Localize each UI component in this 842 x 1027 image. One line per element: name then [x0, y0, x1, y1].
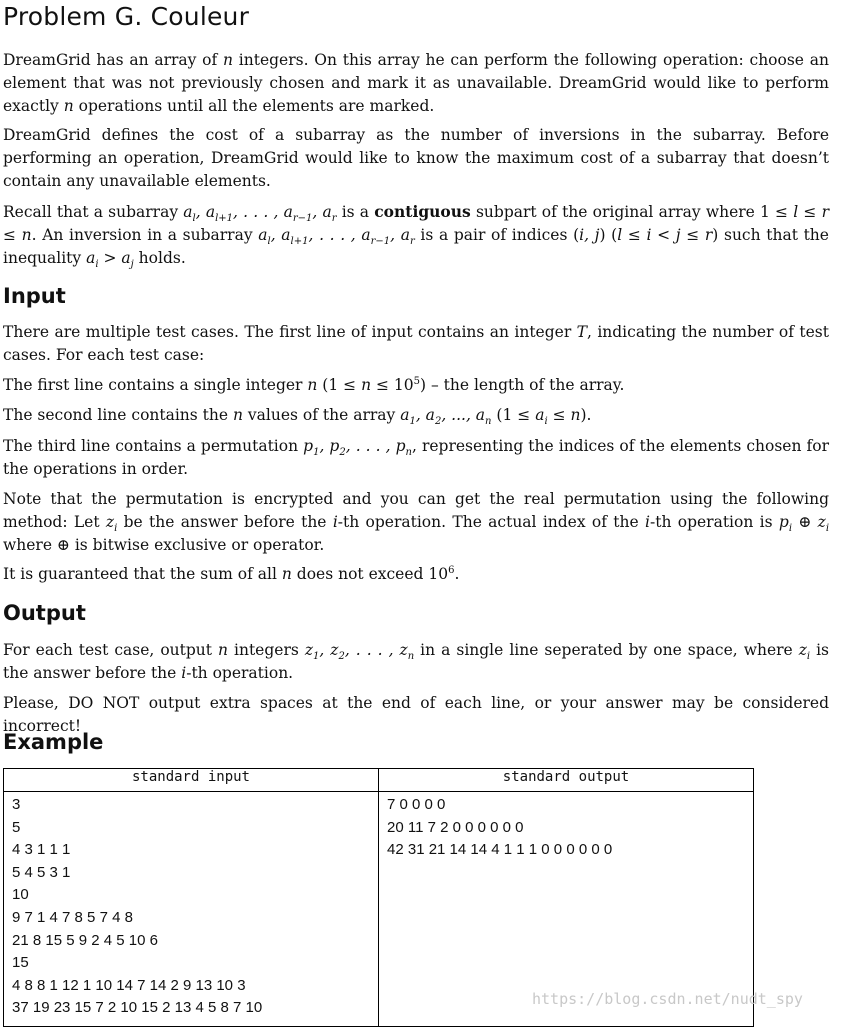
input-line: 5 — [12, 818, 21, 836]
input-line: 4 3 1 1 1 — [12, 841, 71, 859]
input-paragraph-1: There are multiple test cases. The first line of input contains an integer T, indicating the number of test cases. For each test case: — [3, 323, 829, 364]
statement-paragraph-3: Recall that a subarray $a_l$, $a_{l+1}$, . . . , $a_{r-1}$, $a_r$ is a contiguous subpart of the original array where 1 ≤ l ≤ r ≤ n. An inversion in a subarray $a_l$, $a_{l+1}$, . . . , $a_{r-1}$, $a_r$ is a pair of indices (i, j) (l ≤ i < j ≤ r) such that the inequality $a_i > a_j$ holds. — [3, 202, 829, 271]
example-table — [3, 768, 754, 1027]
input-paragraph-2: The first line contains a single integer n $(1 \le n \le 10^5)$ – the length of the array. — [3, 375, 625, 394]
input-line: 10 — [12, 886, 29, 904]
statement-paragraph-2: DreamGrid defines the cost of a subarray as the number of inversions in the subarray. Before performing an operation, DreamGrid would like to know the maximum cost of a subarray that doesn’t contain any unavailable elements. — [3, 126, 829, 190]
output-line: 7 0 0 0 0 — [387, 796, 446, 813]
input-heading: Input — [3, 284, 66, 308]
input-line: 3 — [12, 796, 21, 813]
input-paragraph-5: Note that the permutation is encrypted and you can get the real permutation using the following method: Let $z_i$ be the answer before the i-th operation. The actual index of the i-th operation is $p_i$ ⊕ $z_i$ where ⊕ is bitwise exclusive or operator. — [3, 490, 830, 554]
statement-paragraph-1: DreamGrid has an array of n integers. On this array he can perform the following operation: choose an element that was not previously chosen and mark it as unavailable. DreamGrid would like to perform exactly n operations until all the elements are marked. — [3, 51, 829, 115]
input-line: 15 — [12, 954, 29, 972]
standard-input-cell — [4, 792, 379, 1027]
output-line: 42 31 21 14 14 4 1 1 1 0 0 0 0 0 0 — [387, 841, 613, 859]
output-paragraph-1: For each test case, output n integers $z_1$, $z_2$, . . . , $z_n$ in a single line seperated by one space, where $z_i$ is the answer before the i-th operation. — [3, 641, 830, 682]
input-line: 5 4 5 3 1 — [12, 863, 71, 881]
input-paragraph-6: It is guaranteed that the sum of all n does not exceed $10^6$. — [3, 564, 460, 583]
input-paragraph-4: The third line contains a permutation $p_1$, $p_2$, . . . , $p_n$, representing the indices of the elements chosen for the operations in order. — [3, 437, 829, 478]
input-line: 9 7 1 4 7 8 5 7 4 8 — [12, 908, 133, 926]
output-line: 20 11 7 2 0 0 0 0 0 0 — [387, 818, 524, 836]
page-title: Problem G. Couleur — [3, 2, 250, 31]
input-line: 37 19 23 15 7 2 10 15 2 13 4 5 8 7 10 — [12, 999, 263, 1017]
input-line: 21 8 15 5 9 2 4 5 10 6 — [12, 931, 158, 949]
standard-output-header: standard output — [379, 769, 754, 792]
output-paragraph-2: Please, DO NOT output extra spaces at the end of each line, or your answer may be considered incorrect! — [3, 694, 829, 735]
output-heading: Output — [3, 601, 86, 625]
standard-input-header: standard input — [4, 769, 379, 792]
input-line: 4 8 8 1 12 1 10 14 7 14 2 9 13 10 3 — [12, 976, 246, 994]
watermark: https://blog.csdn.net/nudt_spy — [532, 990, 803, 1008]
input-paragraph-3: The second line contains the n values of the array $a_1$, $a_2$, ..., $a_n$ $(1 \le a_i \le n)$. — [3, 406, 592, 428]
example-heading: Example — [3, 730, 104, 754]
